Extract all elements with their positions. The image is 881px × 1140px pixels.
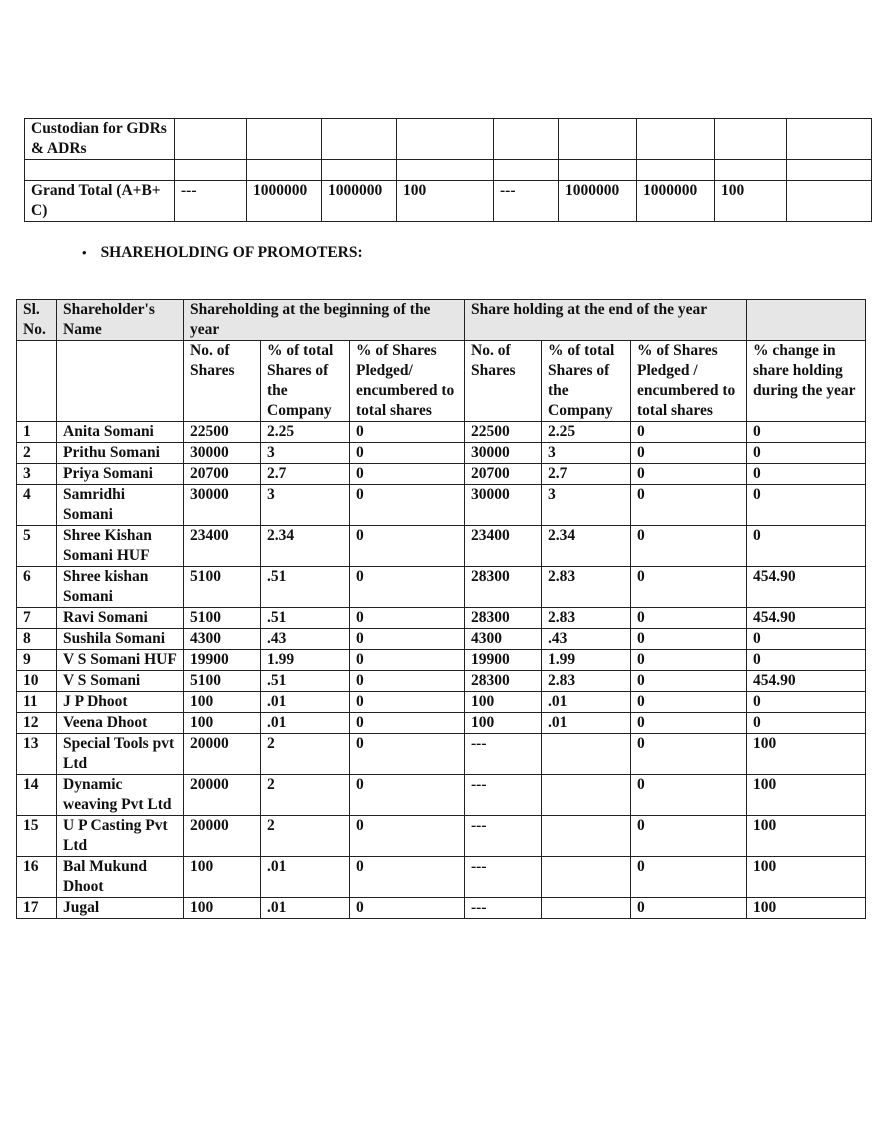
table-cell: 1000000 [637,181,715,222]
cell-no-shares-begin: 20000 [184,775,261,816]
col-header-beginning: Shareholding at the beginning of the year [184,300,465,341]
col-subheader-no-shares-end: No. of Shares [465,341,542,422]
table-cell [175,160,247,181]
table-cell [787,181,872,222]
col-subheader-pct-pledged-end: % of Shares Pledged / encumbered to total shares [631,341,747,422]
cell-pct-pledged-end: 0 [631,422,747,443]
table-row [17,816,866,857]
cell-pct-total-begin: 2 [261,734,350,775]
table-cell [637,160,715,181]
cell-sl-no: 1 [17,422,57,443]
cell-no-shares-end: 4300 [465,629,542,650]
cell-pct-total-begin: .01 [261,713,350,734]
cell-pct-change: 100 [747,898,866,919]
cell-pct-total-end: 3 [542,485,631,526]
cell-pct-change: 0 [747,692,866,713]
cell-pct-pledged-end: 0 [631,898,747,919]
table-cell: 1000000 [247,181,322,222]
table-cell [322,119,397,160]
cell-pct-change: 100 [747,734,866,775]
cell-pct-total-begin: .51 [261,608,350,629]
cell-pct-change: 0 [747,713,866,734]
cell-pct-total-end: 3 [542,443,631,464]
cell-sl-no: 11 [17,692,57,713]
shareholding-pattern-table [24,118,872,222]
cell-pct-pledged-end: 0 [631,671,747,692]
cell-pct-change: 0 [747,422,866,443]
cell-shareholder-name: Shree Kishan Somani HUF [57,526,184,567]
cell-sl-no: 15 [17,816,57,857]
cell-pct-pledged-end: 0 [631,816,747,857]
table-row [17,898,866,919]
cell-pct-change: 0 [747,526,866,567]
cell-no-shares-begin: 100 [184,692,261,713]
cell-pct-total-end: .01 [542,713,631,734]
table-cell [247,160,322,181]
cell-pct-total-end: 2.83 [542,608,631,629]
cell-sl-no: 5 [17,526,57,567]
col-header-end: Share holding at the end of the year [465,300,747,341]
cell-pct-pledged-end: 0 [631,775,747,816]
table-row [17,629,866,650]
cell-no-shares-end: 23400 [465,526,542,567]
cell-pct-pledged-end: 0 [631,526,747,567]
table-cell [559,160,637,181]
header-row-top [17,300,866,341]
table-cell [397,160,494,181]
cell-pct-total-end: .43 [542,629,631,650]
cell-pct-total-end: 2.83 [542,567,631,608]
cell-shareholder-name: Dynamic weaving Pvt Ltd [57,775,184,816]
table-cell [787,119,872,160]
cell-pct-total-begin: 3 [261,485,350,526]
cell-sl-no: 13 [17,734,57,775]
col-subheader-pct-total-begin: % of total Shares of the Company [261,341,350,422]
cell-sl-no: 9 [17,650,57,671]
header-row-sub [17,341,866,422]
col-header-sl-no: Sl. No. [17,300,57,341]
cell-pct-pledged-begin: 0 [350,713,465,734]
cell-pct-total-end [542,857,631,898]
cell-sl-no: 16 [17,857,57,898]
cell-sl-no: 17 [17,898,57,919]
cell-shareholder-name: Special Tools pvt Ltd [57,734,184,775]
cell-pct-change: 454.90 [747,608,866,629]
cell-pct-pledged-begin: 0 [350,443,465,464]
cell-pct-pledged-end: 0 [631,629,747,650]
cell-pct-total-begin: 2.25 [261,422,350,443]
cell-sl-no: 4 [17,485,57,526]
col-subheader-empty [57,341,184,422]
table-row [25,119,872,160]
cell-pct-pledged-begin: 0 [350,526,465,567]
cell-pct-pledged-begin: 0 [350,650,465,671]
promoters-shareholding-table [16,299,866,919]
cell-pct-pledged-end: 0 [631,692,747,713]
cell-shareholder-name: Veena Dhoot [57,713,184,734]
cell-no-shares-begin: 5100 [184,567,261,608]
cell-pct-change: 100 [747,857,866,898]
table-cell [715,119,787,160]
cell-pct-pledged-begin: 0 [350,816,465,857]
cell-pct-pledged-begin: 0 [350,567,465,608]
cell-pct-total-end: .01 [542,692,631,713]
table-cell [494,160,559,181]
cell-no-shares-end: --- [465,816,542,857]
table-cell [787,160,872,181]
cell-pct-pledged-end: 0 [631,608,747,629]
cell-pct-pledged-end: 0 [631,464,747,485]
table-cell [637,119,715,160]
cell-pct-pledged-begin: 0 [350,775,465,816]
cell-pct-pledged-end: 0 [631,857,747,898]
cell-no-shares-end: --- [465,734,542,775]
cell-no-shares-begin: 5100 [184,608,261,629]
cell-pct-change: 100 [747,775,866,816]
table-row [25,160,872,181]
cell-no-shares-end: 28300 [465,608,542,629]
table-row [17,443,866,464]
cell-shareholder-name: Shree kishan Somani [57,567,184,608]
cell-shareholder-name: Anita Somani [57,422,184,443]
cell-shareholder-name: Priya Somani [57,464,184,485]
row-label: Custodian for GDRs & ADRs [25,119,175,160]
table-cell [397,119,494,160]
cell-pct-pledged-begin: 0 [350,857,465,898]
cell-pct-change: 454.90 [747,567,866,608]
row-label [25,160,175,181]
cell-no-shares-begin: 20000 [184,816,261,857]
cell-pct-pledged-end: 0 [631,443,747,464]
cell-pct-pledged-end: 0 [631,485,747,526]
cell-pct-total-begin: .51 [261,567,350,608]
cell-shareholder-name: V S Somani HUF [57,650,184,671]
cell-pct-total-end [542,816,631,857]
cell-pct-change: 0 [747,629,866,650]
cell-no-shares-begin: 5100 [184,671,261,692]
cell-pct-total-end: 2.25 [542,422,631,443]
cell-pct-change: 0 [747,464,866,485]
table-row [17,734,866,775]
table-row [17,464,866,485]
table-cell: 1000000 [322,181,397,222]
cell-sl-no: 3 [17,464,57,485]
cell-pct-pledged-begin: 0 [350,485,465,526]
table-cell: 100 [715,181,787,222]
cell-pct-total-end [542,898,631,919]
table-row [17,713,866,734]
cell-no-shares-begin: 22500 [184,422,261,443]
cell-shareholder-name: Jugal [57,898,184,919]
table-cell [247,119,322,160]
cell-pct-change: 0 [747,485,866,526]
cell-pct-pledged-begin: 0 [350,898,465,919]
table-cell: --- [175,181,247,222]
cell-pct-total-begin: 2.34 [261,526,350,567]
cell-sl-no: 10 [17,671,57,692]
cell-sl-no: 8 [17,629,57,650]
table-row [17,608,866,629]
cell-pct-pledged-begin: 0 [350,692,465,713]
cell-pct-change: 454.90 [747,671,866,692]
table-cell [322,160,397,181]
cell-no-shares-begin: 4300 [184,629,261,650]
cell-shareholder-name: Ravi Somani [57,608,184,629]
table-row [17,650,866,671]
cell-no-shares-end: 30000 [465,443,542,464]
cell-pct-pledged-begin: 0 [350,422,465,443]
col-subheader-no-shares-begin: No. of Shares [184,341,261,422]
cell-pct-pledged-end: 0 [631,650,747,671]
cell-no-shares-begin: 19900 [184,650,261,671]
section-heading [82,244,363,262]
table-cell: 100 [397,181,494,222]
col-subheader-empty [17,341,57,422]
cell-pct-pledged-begin: 0 [350,464,465,485]
cell-pct-total-end: 2.83 [542,671,631,692]
table-row [17,775,866,816]
col-subheader-pct-change: % change in share holding during the year [747,341,866,422]
table-row [17,422,866,443]
table-row [17,567,866,608]
table-cell: 1000000 [559,181,637,222]
cell-shareholder-name: U P Casting Pvt Ltd [57,816,184,857]
cell-shareholder-name: Sushila Somani [57,629,184,650]
col-subheader-pct-total-end: % of total Shares of the Company [542,341,631,422]
cell-no-shares-end: 100 [465,692,542,713]
col-header-name: Shareholder's Name [57,300,184,341]
cell-no-shares-end: 28300 [465,567,542,608]
cell-no-shares-begin: 30000 [184,485,261,526]
cell-no-shares-end: 20700 [465,464,542,485]
cell-pct-total-begin: .01 [261,898,350,919]
cell-shareholder-name: Samridhi Somani [57,485,184,526]
cell-pct-total-begin: 1.99 [261,650,350,671]
cell-pct-total-end: 2.34 [542,526,631,567]
cell-pct-total-begin: 3 [261,443,350,464]
cell-pct-pledged-begin: 0 [350,608,465,629]
cell-pct-total-begin: .51 [261,671,350,692]
table-row [25,181,872,222]
cell-no-shares-begin: 30000 [184,443,261,464]
cell-sl-no: 12 [17,713,57,734]
cell-pct-total-end [542,775,631,816]
cell-no-shares-begin: 20700 [184,464,261,485]
cell-sl-no: 14 [17,775,57,816]
cell-no-shares-begin: 20000 [184,734,261,775]
cell-no-shares-begin: 100 [184,857,261,898]
cell-pct-total-end: 1.99 [542,650,631,671]
cell-no-shares-begin: 100 [184,898,261,919]
table-cell [559,119,637,160]
table-row [17,485,866,526]
cell-no-shares-end: --- [465,898,542,919]
col-header-blank [747,300,866,341]
table-row [17,692,866,713]
cell-pct-total-end [542,734,631,775]
cell-pct-pledged-begin: 0 [350,734,465,775]
cell-pct-pledged-end: 0 [631,567,747,608]
table-cell [715,160,787,181]
cell-pct-pledged-end: 0 [631,713,747,734]
cell-pct-pledged-begin: 0 [350,629,465,650]
cell-pct-change: 100 [747,816,866,857]
cell-pct-total-begin: .01 [261,857,350,898]
cell-no-shares-begin: 100 [184,713,261,734]
table-row [17,857,866,898]
table-cell [494,119,559,160]
cell-pct-pledged-begin: 0 [350,671,465,692]
cell-pct-total-begin: 2.7 [261,464,350,485]
bullet-icon: • [82,245,87,260]
table-cell: --- [494,181,559,222]
cell-pct-change: 0 [747,443,866,464]
cell-pct-total-begin: .43 [261,629,350,650]
cell-no-shares-end: --- [465,857,542,898]
cell-no-shares-end: 28300 [465,671,542,692]
cell-sl-no: 7 [17,608,57,629]
cell-pct-change: 0 [747,650,866,671]
cell-no-shares-end: --- [465,775,542,816]
cell-no-shares-end: 22500 [465,422,542,443]
table-cell [175,119,247,160]
table-row [17,671,866,692]
cell-shareholder-name: Prithu Somani [57,443,184,464]
row-label: Grand Total (A+B+C) [25,181,175,222]
cell-pct-total-begin: 2 [261,816,350,857]
table-row [17,526,866,567]
section-heading-text: SHAREHOLDING OF PROMOTERS: [100,244,363,261]
cell-pct-total-begin: 2 [261,775,350,816]
cell-pct-total-end: 2.7 [542,464,631,485]
cell-sl-no: 2 [17,443,57,464]
cell-no-shares-end: 100 [465,713,542,734]
cell-pct-pledged-end: 0 [631,734,747,775]
cell-shareholder-name: V S Somani [57,671,184,692]
cell-no-shares-begin: 23400 [184,526,261,567]
cell-pct-total-begin: .01 [261,692,350,713]
cell-no-shares-end: 30000 [465,485,542,526]
cell-no-shares-end: 19900 [465,650,542,671]
col-subheader-pct-pledged-begin: % of Shares Pledged/ encumbered to total shares [350,341,465,422]
cell-shareholder-name: Bal Mukund Dhoot [57,857,184,898]
cell-sl-no: 6 [17,567,57,608]
cell-shareholder-name: J P Dhoot [57,692,184,713]
